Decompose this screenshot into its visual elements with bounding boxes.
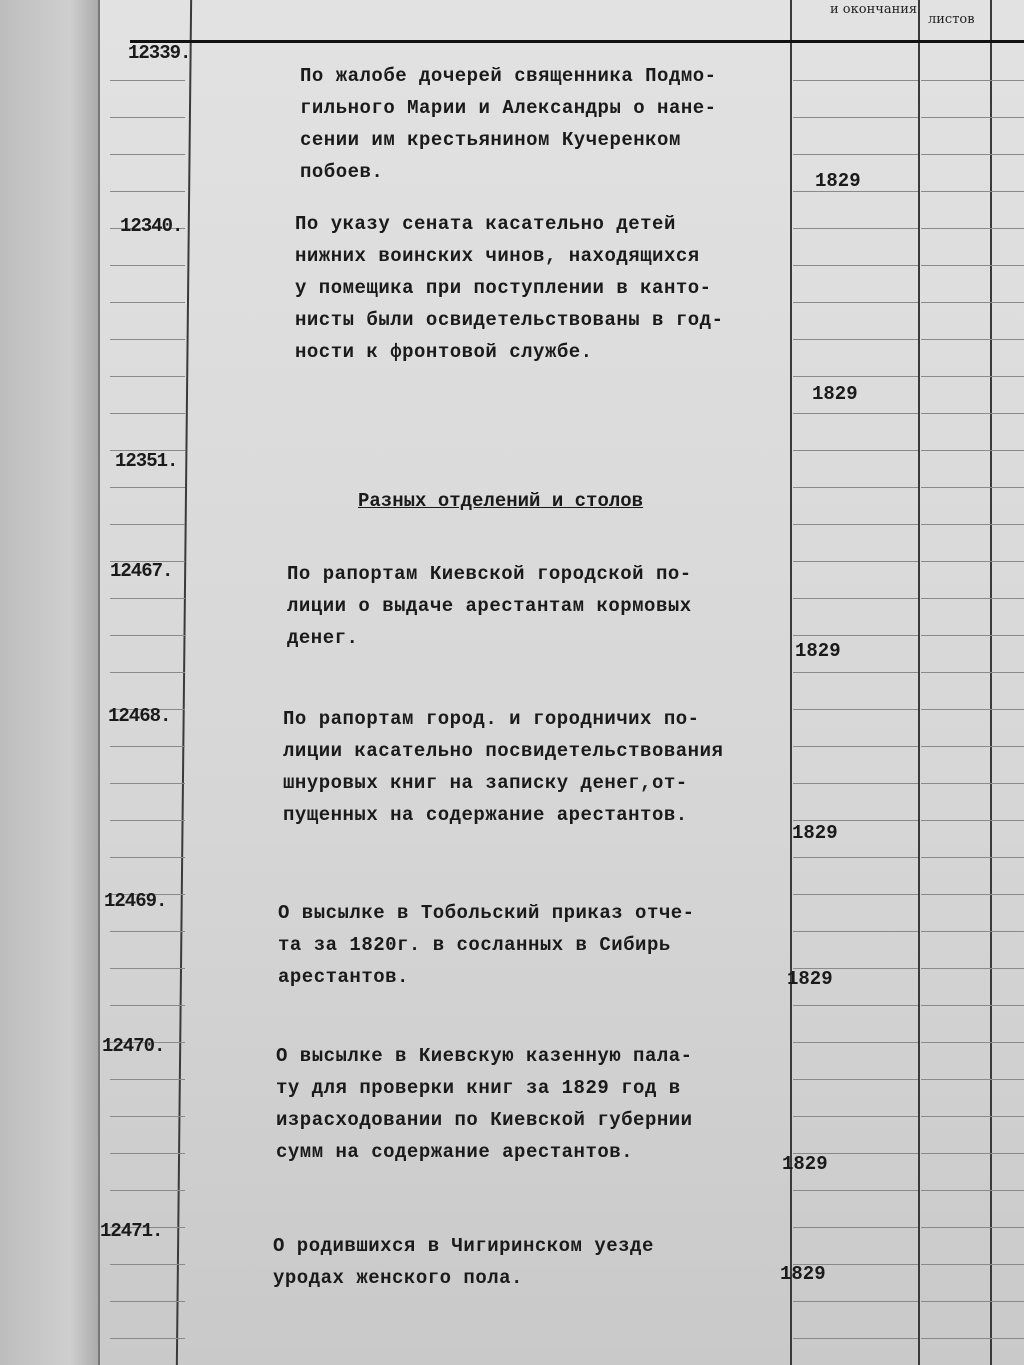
ruled-line xyxy=(793,339,918,340)
ruled-line xyxy=(921,783,1024,784)
entry-year: 1829 xyxy=(795,640,841,662)
ruled-line xyxy=(110,1338,185,1339)
entry-year: 1829 xyxy=(782,1153,828,1175)
ruled-line xyxy=(793,820,918,821)
entry-number: 12340. xyxy=(120,215,183,237)
ruled-line xyxy=(921,1116,1024,1117)
ruled-line xyxy=(110,117,185,118)
ruled-line xyxy=(921,1301,1024,1302)
ruled-line xyxy=(110,339,185,340)
ruled-line xyxy=(110,1153,185,1154)
entry-description xyxy=(278,897,695,993)
ruled-line xyxy=(921,524,1024,525)
ruled-line xyxy=(793,1079,918,1080)
entry-year: 1829 xyxy=(812,383,858,405)
ruled-line xyxy=(110,487,185,488)
entry-number: 12467. xyxy=(110,560,173,582)
ruled-line xyxy=(110,1264,185,1265)
ruled-line xyxy=(110,302,185,303)
header-sheets: листов xyxy=(928,12,975,27)
ruled-line xyxy=(921,1338,1024,1339)
ruled-line xyxy=(110,746,185,747)
ruled-line xyxy=(793,1338,918,1339)
ruled-line xyxy=(921,265,1024,266)
ruled-line xyxy=(921,339,1024,340)
ruled-line xyxy=(110,1190,185,1191)
entry-number: 12470. xyxy=(102,1035,165,1057)
ruled-line xyxy=(921,857,1024,858)
description-line: та за 1820г. в сосланных в Сибирь xyxy=(278,934,671,956)
ruled-line xyxy=(793,1190,918,1191)
ruled-line xyxy=(921,228,1024,229)
ruled-line xyxy=(110,968,185,969)
ruled-line xyxy=(793,1116,918,1117)
ruled-line xyxy=(921,1042,1024,1043)
ruled-line xyxy=(921,413,1024,414)
ruled-line xyxy=(793,894,918,895)
facing-page xyxy=(0,0,100,1365)
ruled-line xyxy=(110,672,185,673)
entry-year: 1829 xyxy=(815,170,861,192)
description-line: По указу сената касательно детей xyxy=(295,213,676,235)
ruled-line xyxy=(793,154,918,155)
ruled-line xyxy=(793,783,918,784)
ruled-line xyxy=(110,783,185,784)
ruled-line xyxy=(921,820,1024,821)
ruled-line xyxy=(921,709,1024,710)
ruled-line xyxy=(921,376,1024,377)
ruled-line xyxy=(793,228,918,229)
ruled-line xyxy=(921,1190,1024,1191)
ruled-line xyxy=(793,80,918,81)
ruled-line xyxy=(793,1301,918,1302)
header-rule xyxy=(130,40,1024,43)
ruled-line xyxy=(110,931,185,932)
ruled-line xyxy=(793,709,918,710)
ruled-line xyxy=(921,635,1024,636)
description-line: шнуровых книг на записку денег,от- xyxy=(283,772,688,794)
ruled-line xyxy=(921,154,1024,155)
ruled-line xyxy=(793,1005,918,1006)
entry-number: 12469. xyxy=(104,890,167,912)
ruled-line xyxy=(110,524,185,525)
description-line: уродах женского пола. xyxy=(273,1267,523,1289)
description-line: лиции касательно посвидетельствования xyxy=(283,740,724,762)
ruled-line xyxy=(921,1227,1024,1228)
ruled-line xyxy=(793,524,918,525)
description-line: лиции о выдаче арестантам кормовых xyxy=(287,595,692,617)
description-line: По жалобе дочерей священника Подмо- xyxy=(300,65,717,87)
ruled-line xyxy=(110,1005,185,1006)
description-line: у помещика при поступлении в канто- xyxy=(295,277,712,299)
entry-number: 12468. xyxy=(108,705,171,727)
ruled-line xyxy=(921,191,1024,192)
ruled-line xyxy=(921,450,1024,451)
ruled-line xyxy=(110,1079,185,1080)
ruled-line xyxy=(921,1005,1024,1006)
ruled-line xyxy=(110,635,185,636)
description-line: ности к фронтовой службе. xyxy=(295,341,593,363)
ruled-line xyxy=(921,487,1024,488)
description-line: нижних воинских чинов, находящихся xyxy=(295,245,700,267)
ruled-line xyxy=(793,450,918,451)
ruled-line xyxy=(793,413,918,414)
ruled-line xyxy=(793,672,918,673)
ruled-line xyxy=(110,598,185,599)
page-edge xyxy=(98,0,100,1365)
ruled-line xyxy=(921,672,1024,673)
description-line: нисты были освидетельствованы в год- xyxy=(295,309,724,331)
description-line: По рапортам город. и городничих по- xyxy=(283,708,700,730)
entry-description xyxy=(276,1040,693,1168)
description-line: О высылке в Киевскую казенную пала- xyxy=(276,1045,693,1067)
ruled-line xyxy=(921,302,1024,303)
entry-year: 1829 xyxy=(780,1263,826,1285)
ruled-line xyxy=(793,1042,918,1043)
header-dates: и окончания xyxy=(830,2,918,17)
ruled-line xyxy=(110,820,185,821)
entry-number: 12351. xyxy=(115,450,178,472)
description-line: сумм на содержание арестантов. xyxy=(276,1141,634,1163)
description-line: гильного Марии и Александры о нане- xyxy=(300,97,717,119)
ruled-line xyxy=(110,265,185,266)
ruled-line xyxy=(793,931,918,932)
ruled-line xyxy=(793,376,918,377)
section-heading xyxy=(358,490,643,512)
entry-description xyxy=(300,60,717,188)
description-line: сении им крестьянином Кучеренком xyxy=(300,129,681,151)
description-line: О высылке в Тобольский приказ отче- xyxy=(278,902,695,924)
entry-year: 1829 xyxy=(787,968,833,990)
ruled-line xyxy=(921,1079,1024,1080)
description-line: пущенных на содержание арестантов. xyxy=(283,804,688,826)
ruled-line xyxy=(921,931,1024,932)
ruled-line xyxy=(110,857,185,858)
ruled-line xyxy=(921,746,1024,747)
description-line: израсходовании по Киевской губернии xyxy=(276,1109,693,1131)
ruled-line xyxy=(793,1227,918,1228)
ruled-line xyxy=(793,302,918,303)
ruled-line xyxy=(793,265,918,266)
description-line: ту для проверки книг за 1829 год в xyxy=(276,1077,681,1099)
ruled-line xyxy=(110,413,185,414)
entry-description xyxy=(273,1230,654,1294)
description-line: О родившихся в Чигиринском уезде xyxy=(273,1235,654,1257)
column-divider xyxy=(918,0,920,1365)
description-line: арестантов. xyxy=(278,966,409,988)
ruled-line xyxy=(921,598,1024,599)
description-line: побоев. xyxy=(300,161,384,183)
ruled-line xyxy=(921,1153,1024,1154)
ruled-line xyxy=(793,857,918,858)
ruled-line xyxy=(793,561,918,562)
ruled-line xyxy=(793,487,918,488)
ruled-line xyxy=(110,1116,185,1117)
ruled-line xyxy=(793,746,918,747)
entry-year: 1829 xyxy=(792,822,838,844)
ruled-line xyxy=(110,376,185,377)
ruled-line xyxy=(921,968,1024,969)
description-line: денег. xyxy=(287,627,359,649)
entry-description xyxy=(287,558,692,654)
column-divider xyxy=(990,0,992,1365)
description-line: По рапортам Киевской городской по- xyxy=(287,563,692,585)
ruled-line xyxy=(793,117,918,118)
ruled-line xyxy=(110,80,185,81)
section-heading-text: Разных отделений и столов xyxy=(358,490,644,512)
ruled-line xyxy=(793,635,918,636)
ruled-line xyxy=(110,191,185,192)
ruled-line xyxy=(921,1264,1024,1265)
entry-number: 12339. xyxy=(128,42,191,64)
ruled-line xyxy=(110,154,185,155)
ruled-line xyxy=(921,80,1024,81)
ruled-line xyxy=(921,117,1024,118)
ruled-line xyxy=(921,894,1024,895)
ruled-line xyxy=(921,561,1024,562)
ruled-line xyxy=(110,1301,185,1302)
entry-number: 12471. xyxy=(100,1220,163,1242)
ruled-line xyxy=(793,598,918,599)
entry-description xyxy=(283,703,723,831)
entry-description xyxy=(295,208,723,368)
